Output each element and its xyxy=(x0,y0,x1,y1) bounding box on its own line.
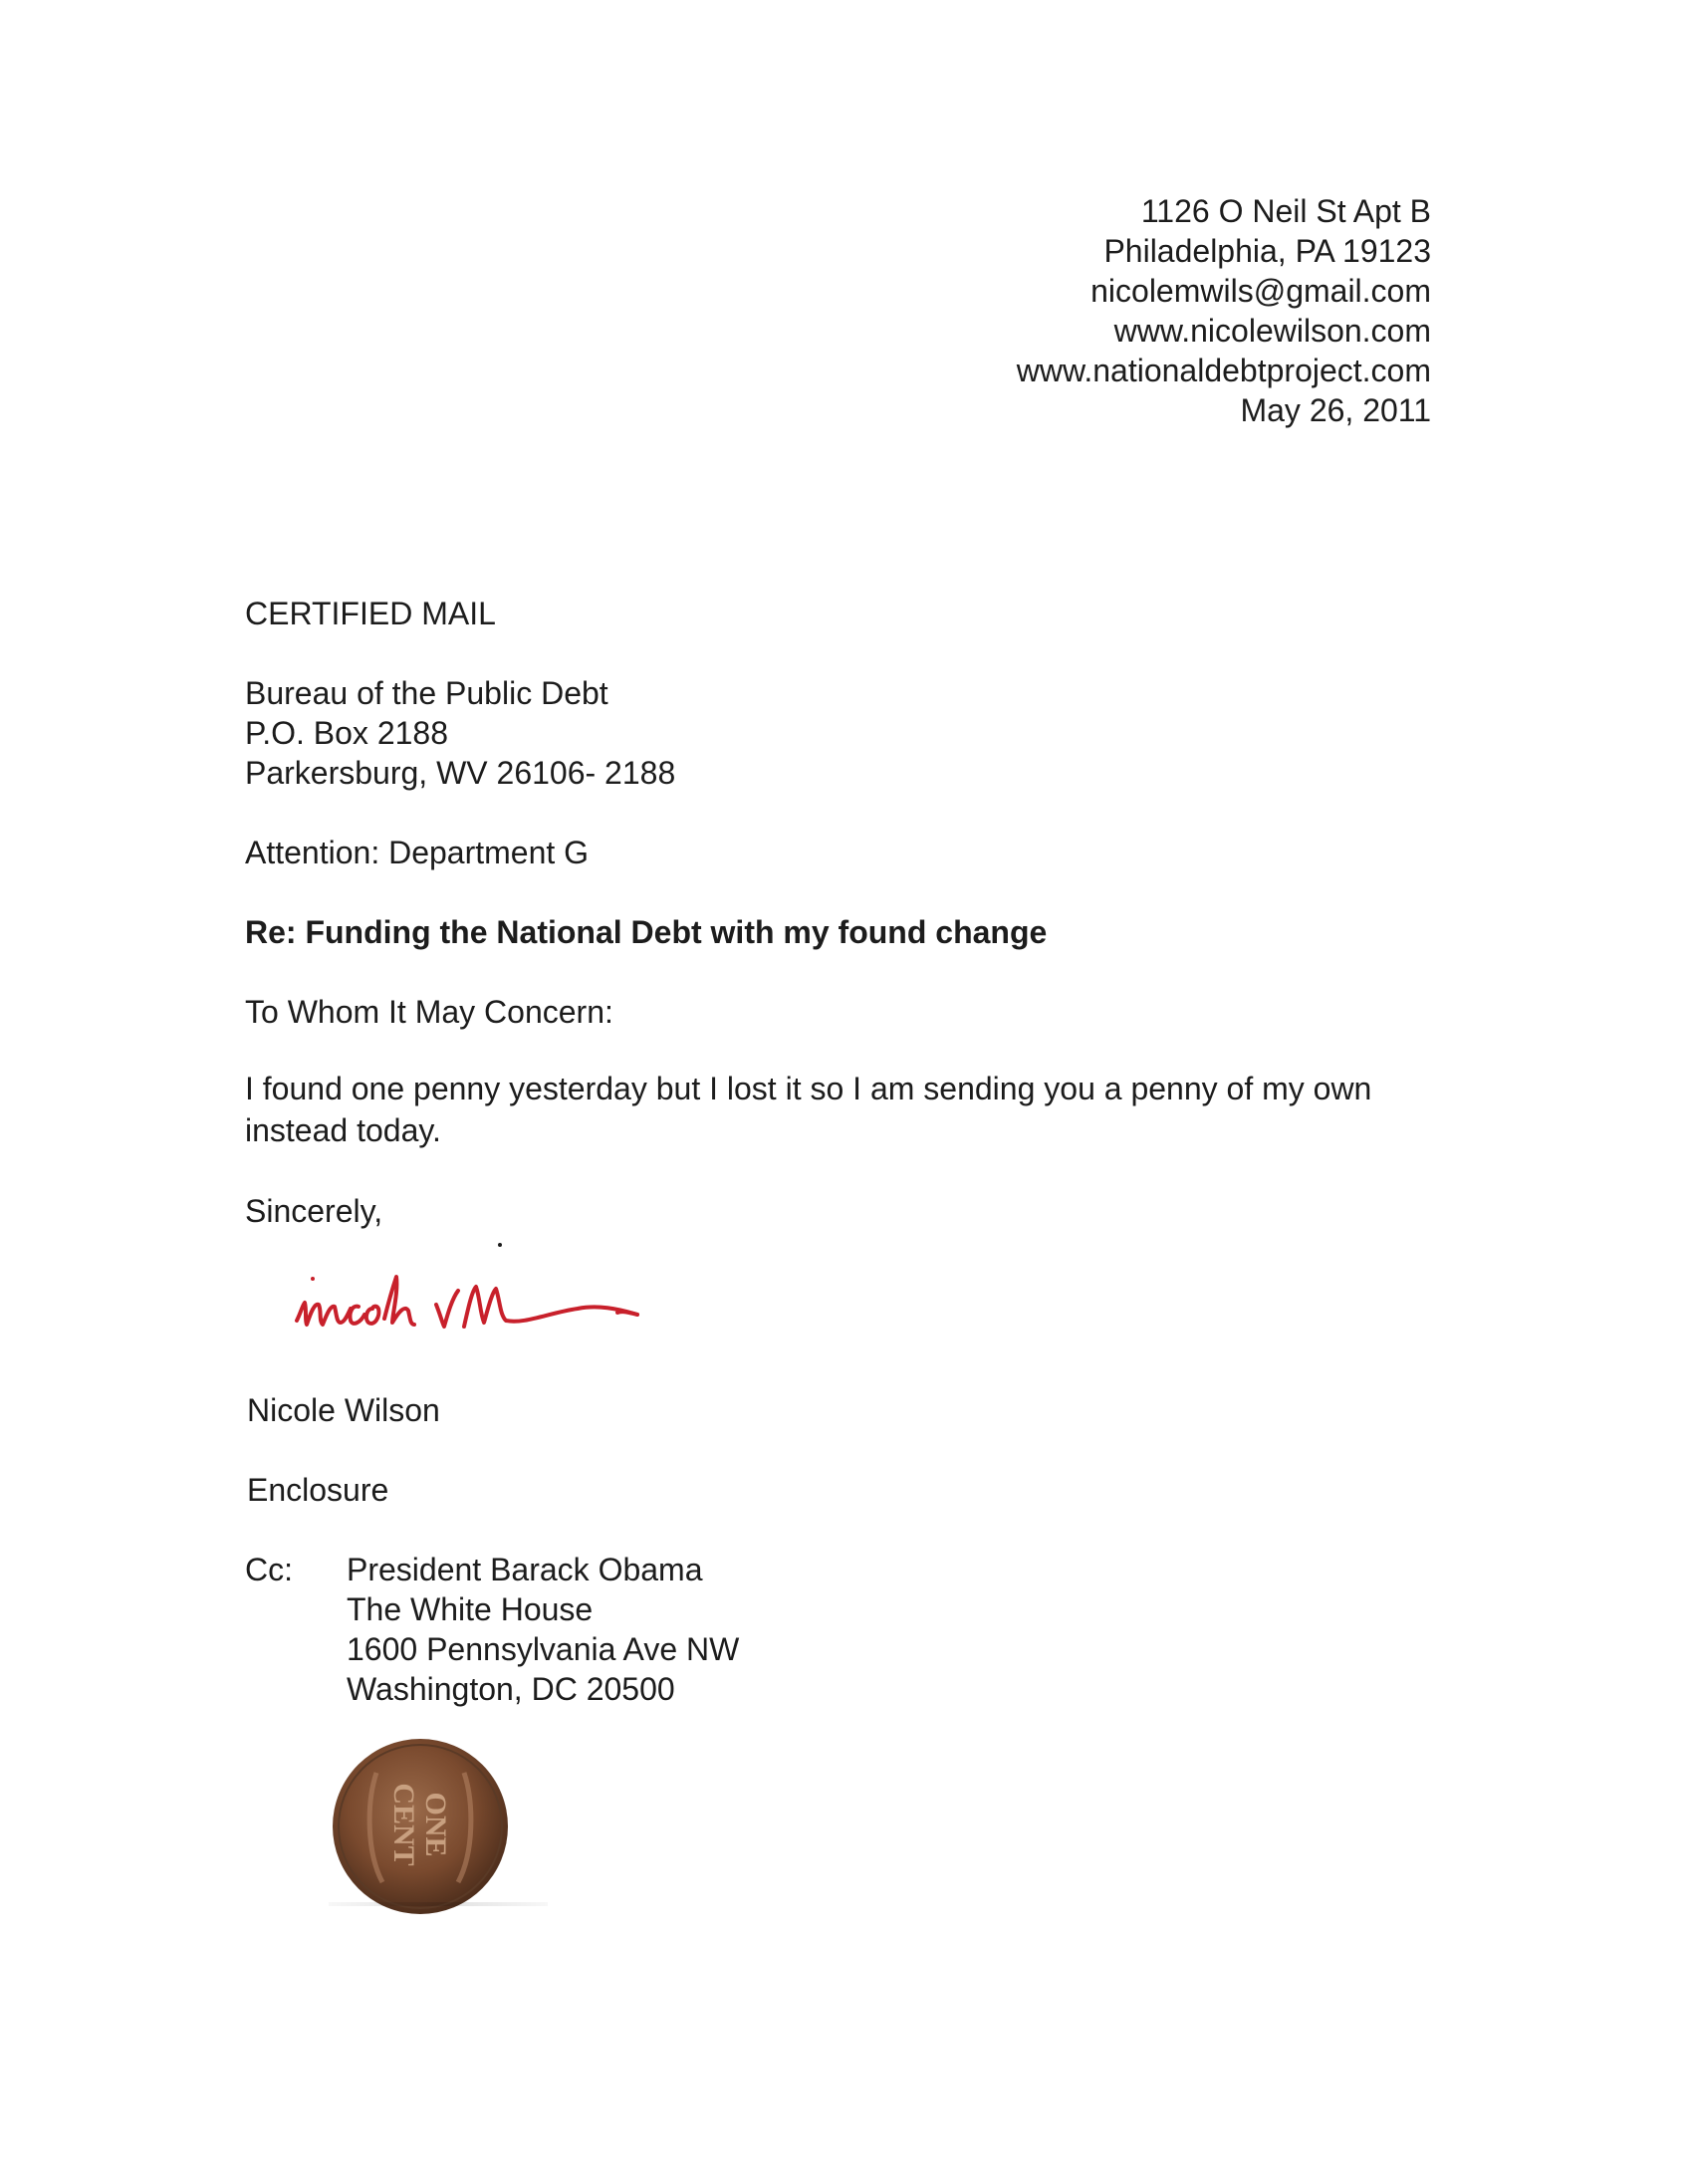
sender-website-2: www.nationaldebtproject.com xyxy=(1016,353,1431,388)
attention-line: Attention: Department G xyxy=(245,835,590,870)
cc-address xyxy=(347,1550,739,1709)
body-paragraph: I found one penny yesterday but I lost it so I am sending you a penny of my own instead today. xyxy=(245,1071,1372,1148)
signature xyxy=(289,1243,687,1362)
coin-edge-shadow xyxy=(329,1902,548,1906)
recipient-po-box: P.O. Box 2188 xyxy=(245,715,448,751)
cc-place: The White House xyxy=(347,1591,594,1627)
sender-city: Philadelphia, PA 19123 xyxy=(1103,233,1431,269)
cc-city: Washington, DC 20500 xyxy=(347,1671,675,1707)
cc-street: 1600 Pennsylvania Ave NW xyxy=(347,1631,740,1667)
sender-email: nicolemwils@gmail.com xyxy=(1090,273,1431,309)
sender-street: 1126 O Neil St Apt B xyxy=(1140,193,1431,229)
closing: Sincerely, xyxy=(245,1193,383,1229)
salutation: To Whom It May Concern: xyxy=(245,994,613,1030)
cc-label: Cc: xyxy=(245,1552,293,1587)
mail-type: CERTIFIED MAIL xyxy=(245,596,496,631)
coin-text-one: ONE xyxy=(419,1792,452,1857)
recipient-city: Parkersburg, WV 26106- 2188 xyxy=(245,755,676,791)
cc-name: President Barack Obama xyxy=(347,1552,703,1587)
penny-image xyxy=(327,1733,514,1920)
coin-text-cent: CENT xyxy=(387,1783,420,1866)
subject-line: Re: Funding the National Debt with my found change xyxy=(245,914,1048,950)
letter-date: May 26, 2011 xyxy=(1240,392,1431,428)
recipient-name: Bureau of the Public Debt xyxy=(245,675,608,711)
signer-name: Nicole Wilson xyxy=(247,1392,440,1428)
sender-website-1: www.nicolewilson.com xyxy=(1113,313,1431,349)
recipient-address xyxy=(245,673,675,793)
enclosure-note: Enclosure xyxy=(247,1472,389,1508)
sender-address xyxy=(734,191,1431,430)
